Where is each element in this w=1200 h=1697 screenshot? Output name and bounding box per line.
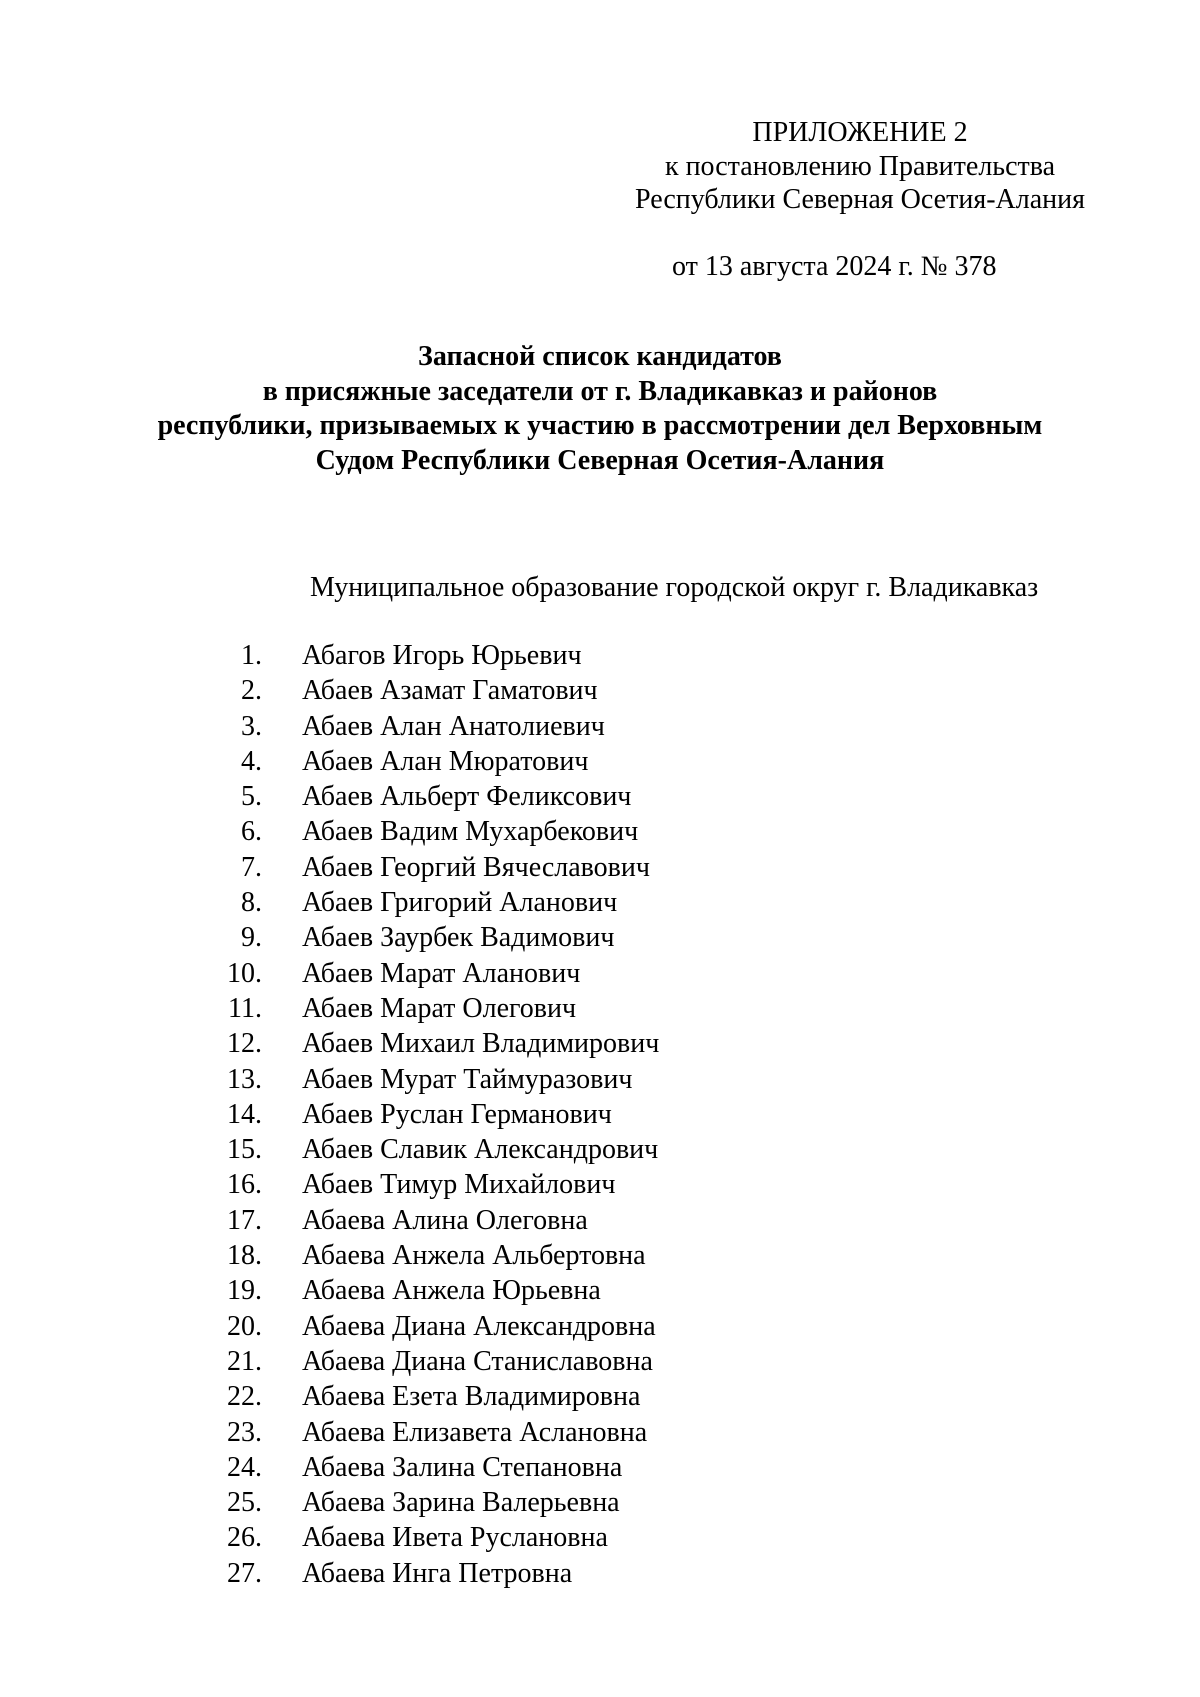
list-item [0,779,1200,814]
candidate-name: Абаев Тимур Михайлович [302,1169,616,1201]
candidate-name: Абаев Марат Олегович [302,992,577,1024]
candidate-number: 18. [227,1240,262,1272]
document-title-line: в присяжные заседатели от г. Владикавказ и районов [262,375,938,407]
candidate-name: Абаев Георгий Вячеславович [302,851,650,883]
list-item [0,1167,1200,1202]
list-item [0,1238,1200,1273]
candidate-name: Абаева Елизавета Аслановна [302,1416,648,1448]
list-item [0,1379,1200,1414]
list-item [0,1556,1200,1591]
candidate-number: 11. [228,992,262,1024]
list-item [0,920,1200,955]
candidate-number: 17. [227,1204,262,1236]
candidate-name: Абаева Инга Петровна [302,1557,573,1589]
list-item [0,1520,1200,1555]
candidate-name: Абаева Диана Александровна [302,1310,656,1342]
candidate-name: Абаев Руслан Германович [302,1098,612,1130]
candidate-list [0,638,1200,1591]
appendix-reference: к постановлению Правительства [664,151,1056,182]
list-item [0,1485,1200,1520]
candidate-number: 20. [227,1310,262,1342]
municipality-heading: Муниципальное образование городской округ г. Владикавказ [310,572,1039,603]
list-item [0,1309,1200,1344]
candidate-name: Абаев Мурат Таймуразович [302,1063,633,1095]
document-title-line: Запасной список кандидатов [418,341,782,372]
candidate-number: 24. [227,1451,262,1483]
candidate-name: Абаев Алан Анатолиевич [302,710,605,742]
candidate-name: Абаева Алина Олеговна [302,1204,588,1236]
candidate-number: 3. [241,710,262,742]
candidate-number: 7. [241,851,262,883]
candidate-number: 27. [227,1557,262,1589]
candidate-number: 10. [227,957,262,989]
candidate-name: Абаева Анжела Альбертовна [302,1240,646,1272]
candidate-name: Абаева Залина Степановна [302,1451,623,1483]
candidate-name: Абаев Славик Александрович [302,1134,659,1166]
candidate-name: Абаева Ивета Руслановна [302,1522,608,1554]
candidate-number: 26. [227,1522,262,1554]
list-item [0,1273,1200,1308]
list-item [0,956,1200,991]
list-item [0,1203,1200,1238]
list-item [0,991,1200,1026]
document-title-line: республики, призываемых к участию в рассмотрении дел Верховным [157,410,1043,441]
candidate-name: Абаева Езета Владимировна [302,1381,641,1413]
candidate-number: 23. [227,1416,262,1448]
candidate-name: Абаев Григорий Аланович [302,887,618,919]
candidate-name: Абаева Анжела Юрьевна [302,1275,601,1307]
candidate-number: 21. [227,1345,262,1377]
candidate-number: 4. [241,745,262,777]
candidate-name: Абагов Игорь Юрьевич [302,640,582,671]
list-item [0,1344,1200,1379]
candidate-name: Абаев Заурбек Вадимович [302,922,615,954]
list-item [0,814,1200,849]
list-item [0,744,1200,779]
list-item [0,1097,1200,1132]
candidate-number: 14. [227,1098,262,1130]
candidate-name: Абаева Диана Станиславовна [302,1345,653,1377]
document-title [100,340,1100,478]
list-item [0,638,1200,673]
candidate-name: Абаева Зарина Валерьевна [302,1487,620,1519]
candidate-number: 25. [227,1487,262,1519]
candidate-name: Абаев Вадим Мухарбекович [302,816,639,848]
list-item [0,1415,1200,1450]
candidate-number: 2. [241,675,262,707]
candidate-number: 13. [227,1063,262,1095]
candidate-number: 6. [241,816,262,848]
list-item [0,1132,1200,1167]
candidate-number: 22. [227,1381,262,1413]
decree-date-number: от 13 августа 2024 г. № 378 [672,251,997,282]
list-item [0,1026,1200,1061]
candidate-number: 5. [241,781,262,813]
list-item [0,1062,1200,1097]
list-item [0,850,1200,885]
list-item [0,709,1200,744]
candidate-name: Абаев Альберт Феликсович [302,781,632,813]
candidate-number: 1. [241,640,262,671]
candidate-number: 12. [227,1028,262,1060]
candidate-number: 8. [241,887,262,919]
candidate-number: 19. [227,1275,262,1307]
list-item [0,885,1200,920]
candidate-number: 15. [227,1134,262,1166]
candidate-number: 16. [227,1169,262,1201]
list-item [0,673,1200,708]
document-title-line: Судом Республики Северная Осетия-Алания [315,444,885,476]
candidate-number: 9. [241,922,262,954]
candidate-name: Абаев Марат Аланович [302,957,581,989]
appendix-title: ПРИЛОЖЕНИЕ 2 [752,117,968,148]
candidate-name: Абаев Азамат Гаматович [302,675,598,707]
appendix-issuer: Республики Северная Осетия-Алания [635,184,1085,215]
candidate-name: Абаев Алан Мюратович [302,745,589,777]
list-item [0,1450,1200,1485]
candidate-name: Абаев Михаил Владимирович [302,1028,660,1060]
